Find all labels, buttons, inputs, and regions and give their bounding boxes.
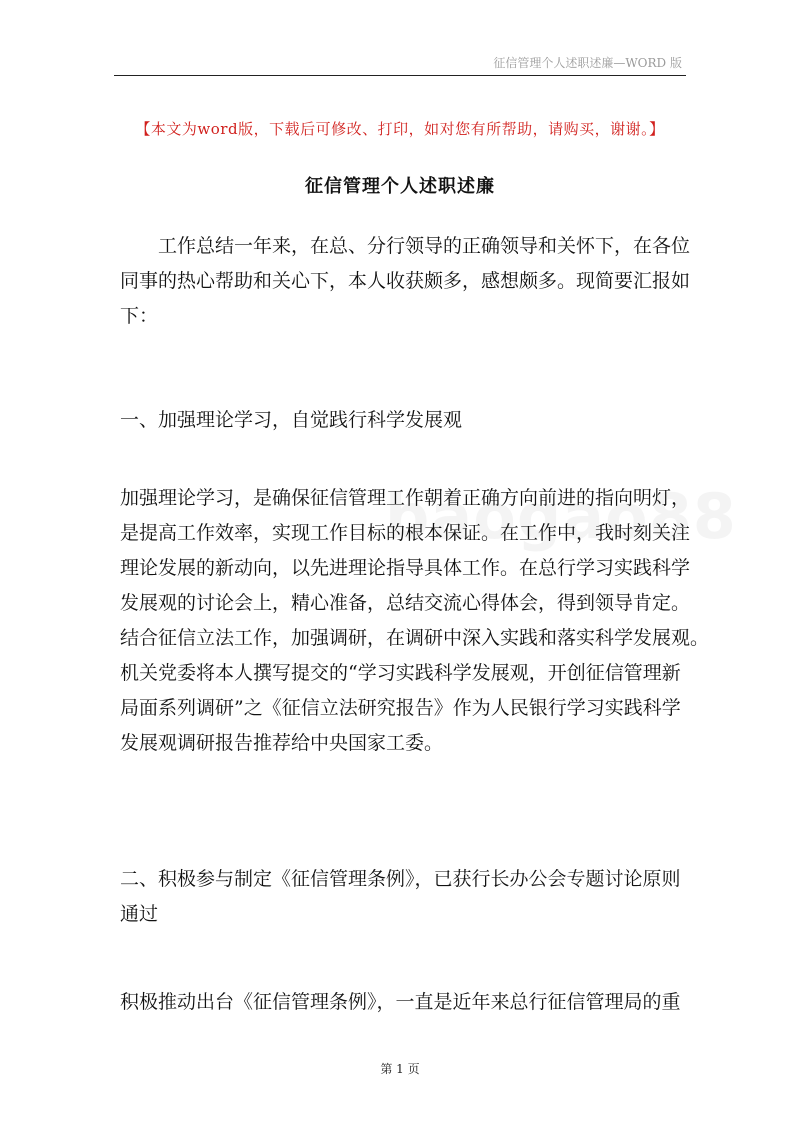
paragraph-line: 工作总结一年来，在总、分行领导的正确领导和关怀下，在各位 bbox=[158, 235, 691, 257]
paragraph-line: 下： bbox=[120, 305, 159, 327]
paragraph-line: 是提高工作效率，实现工作目标的根本保证。在工作中，我时刻关注 bbox=[120, 522, 691, 544]
paragraph-line: 局面系列调研”之《征信立法研究报告》作为人民银行学习实践科学 bbox=[120, 697, 681, 719]
paragraph-line: 加强理论学习，是确保征信管理工作朝着正确方向前进的指向明灯， bbox=[120, 487, 691, 509]
paragraph-line: 理论发展的新动向，以先进理论指导具体工作。在总行学习实践科学 bbox=[120, 557, 691, 579]
intro-paragraph bbox=[120, 229, 691, 334]
document-title: 征信管理个人述职述廉 bbox=[305, 176, 495, 197]
section-2-heading bbox=[120, 862, 684, 932]
section-1-heading bbox=[120, 403, 684, 438]
section-heading-line: 一、加强理论学习，自觉践行科学发展观 bbox=[120, 409, 463, 431]
paragraph-line: 发展观调研报告推荐给中央国家工委。 bbox=[120, 732, 444, 754]
paragraph-line: 结合征信立法工作，加强调研，在调研中深入实践和落实科学发展观。 bbox=[120, 627, 710, 649]
running-header: 征信管理个人述职述廉—WORD 版 bbox=[493, 56, 682, 70]
header-rule bbox=[114, 75, 686, 76]
page-number: 第 1 页 bbox=[380, 1062, 420, 1076]
section-2-paragraph bbox=[120, 985, 684, 1020]
paragraph-line: 积极推动出台《征信管理条例》，一直是近年来总行征信管理局的重 bbox=[120, 991, 681, 1013]
paragraph-line: 发展观的讨论会上，精心准备，总结交流心得体会，得到领导肯定。 bbox=[120, 592, 691, 614]
section-heading-line: 二、积极参与制定《征信管理条例》，已获行长办公会专题讨论原则 bbox=[120, 868, 681, 890]
paragraph-line: 同事的热心帮助和关心下，本人收获颇多，感想颇多。现简要汇报如 bbox=[120, 270, 691, 292]
paragraph-line: 机关党委将本人撰写提交的“学习实践科学发展观，开创征信管理新 bbox=[120, 662, 681, 684]
download-notice: 【本文为word版，下载后可修改、打印，如对您有所帮助，请购买，谢谢。】 bbox=[135, 120, 665, 138]
section-heading-line: 通过 bbox=[120, 903, 159, 925]
section-1-paragraph bbox=[120, 481, 710, 761]
